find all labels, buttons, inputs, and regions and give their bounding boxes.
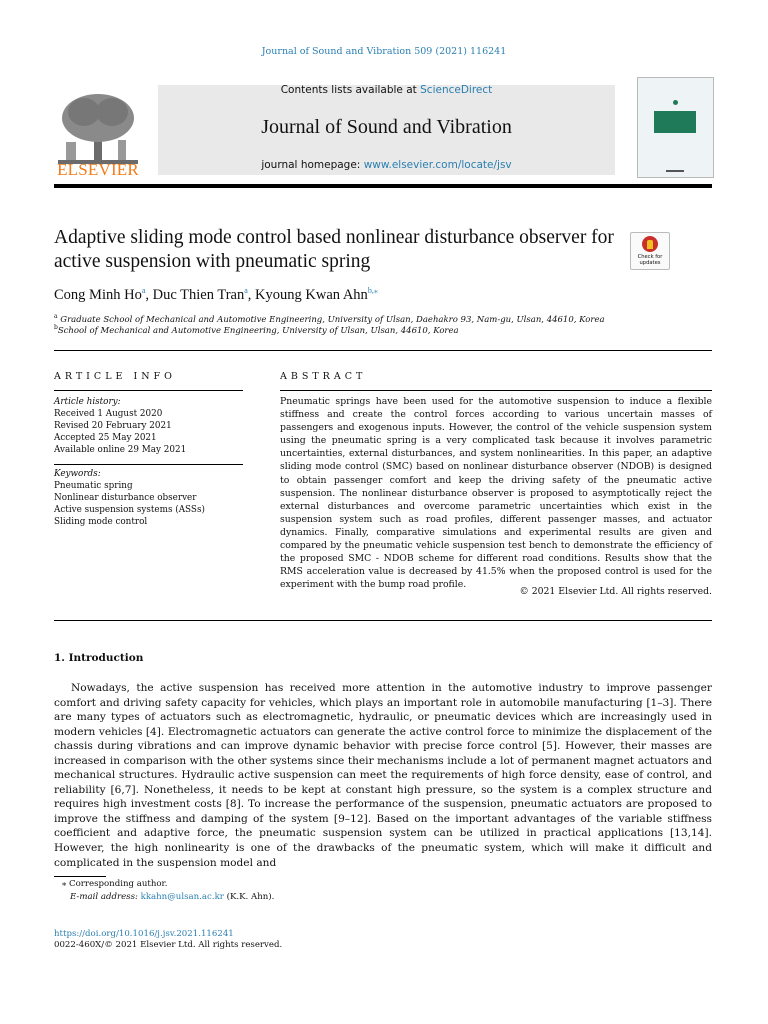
affiliation-text: Graduate School of Mechanical and Automotive Engineering, University of Ulsan, Daehakro 93, Nam-gu, Ulsan, 44610, Korea [60,314,605,325]
footnote-mark: ⁎ [62,879,67,889]
email-note [70,892,274,902]
issn-line: 0022-460X/© 2021 Elsevier Ltd. All rights reserved. [54,940,283,950]
contents-line [158,84,615,96]
author-name[interactable]: Duc Thien Tran [152,286,245,303]
journal-cover-thumbnail[interactable] [637,77,714,178]
affiliation-text: School of Mechanical and Automotive Engineering, University of Ulsan, Ulsan, 44610, Korea [57,325,459,336]
crossmark-icon [642,236,658,252]
contents-prefix: Contents lists available at [280,84,421,96]
doi-link[interactable]: https://doi.org/10.1016/j.jsv.2021.116241 [54,929,234,939]
sciencedirect-link[interactable]: ScienceDirect [420,84,493,96]
keyword: Active suspension systems (ASSs) [54,505,205,515]
introduction-paragraph: Nowadays, the active suspension has received more attention in the automotive industry to improve passenger comfort and driving safety capacity for vehicles, which plays an important role in automobile manufacturing [1–3]. There are many types of actuators such as electromagnetic, hydraulic, or pneumatic devices which are increasingly used in modern vehicles [4]. Electromagnetic actuators can generate the active control force to minimize the displacement of the chassis during vibrations and can improve dynamic behavior with precise force control [5]. However, their masses are increased in comparison with the other systems since their mechanisms include a lot of permanent magnet actuators and mechanical structures. Hydraulic active suspension can meet the requirements of high force density, ease of control, and reliability [6,7]. Nonetheless, it needs to be kept at constant high pressure, so the system is a complex structure and requires high investment costs [8]. To increase the performance of the suspension, pneumatic actuators are proposed to improve the stiffness and damping of the system [9–12]. Based on the important advantages of the variable stiffness coefficient and adaptive force, the pneumatic suspension system can be utilized in practical applications [13,14]. However, the high nonlinearity is one of the drawbacks of the pneumatic system, which will make it difficult and complicated in the suspension model and [54,682,712,869]
history-item: Revised 20 February 2021 [54,421,172,431]
cover-publisher-bar [666,170,684,172]
journal-homepage-link[interactable]: www.elsevier.com/locate/jsv [363,159,512,171]
section-rule [54,350,712,351]
affiliation-mark: b [54,324,58,331]
author-list: Cong Minh Ho$^a$, Duc Thien Tran$^a$, Kyoung Kwan Ahn$^{b,⁎}$ [54,286,378,303]
email-label: E-mail address: [70,892,138,902]
author-affiliation-mark[interactable]: a [141,286,146,295]
homepage-line [158,159,615,171]
cover-title-block [654,111,696,133]
history-item: Accepted 25 May 2021 [54,433,157,443]
affiliation [54,324,459,336]
author-name[interactable]: Cong Minh Ho [54,286,142,303]
abstract-text: Pneumatic springs have been used for the automotive suspension to induce a flexible stiffness and create the control forces according to various uncertain masses of passengers and exogenous inputs. However, the control of the vehicle suspension system using the pneumatic spring is a very complicated task because it involves parametric uncertainties, external disturbances, and system nonlinearities. In this paper, an adaptive sliding mode control (SMC) based on nonlinear disturbance observer (NDOB) is designed to obtain passenger comfort and keep the driving safety of the pneumatic active suspension. The nonlinear disturbance observer is proposed to asymptotically reject the external disturbances and overcome parametric uncertainties which exist in the suspension system such as road profiles, different passenger masses, and actuator dynamics. Finally, comparative simulations and experimental results are given and compared by the pneumatic vehicle suspension test bench to demonstrate the efficiency of the proposed SMC - NDOB scheme for different road conditions. Results show that the RMS acceleration value is decreased by 41.5% when the proposed control is used for the experiment with the bump road profile. [280,396,712,591]
journal-title: Journal of Sound and Vibration [261,116,512,138]
journal-citation-link[interactable]: Journal of Sound and Vibration 509 (2021) 116241 [261,46,507,57]
article-info-rule [54,464,243,465]
email-suffix: (K.K. Ahn). [226,892,275,902]
author-affiliation-mark[interactable]: b,⁎ [367,286,378,295]
keyword: Pneumatic spring [54,481,133,491]
keyword: Nonlinear disturbance observer [54,493,197,503]
crossmark-label [631,254,669,266]
introduction-heading: 1. Introduction [54,652,144,664]
abstract-copyright: © 2021 Elsevier Ltd. All rights reserved. [519,586,712,597]
article-info-heading: ARTICLE INFO [54,371,176,382]
footnote-text: Corresponding author. [69,879,168,889]
history-label: Article history: [54,397,121,407]
keywords-label: Keywords: [54,469,101,479]
article-history [54,396,186,456]
homepage-prefix: journal homepage: [261,159,364,171]
header-rule [54,184,712,188]
email-link[interactable]: kkahn@ulsan.ac.kr [140,892,224,902]
article-title: Adaptive sliding mode control based nonlinear disturbance observer for active suspension with pneumatic spring [54,227,614,272]
footnote-rule [54,876,106,877]
check-for-updates-badge[interactable] [630,232,670,270]
author-affiliation-mark[interactable]: a [244,286,248,295]
corresponding-author-note [62,879,167,889]
abstract-heading: ABSTRACT [280,371,367,382]
introduction-body [54,681,712,870]
abstract-rule [280,390,712,391]
history-item: Available online 29 May 2021 [54,445,187,455]
crossmark-line1: Check for [637,254,663,260]
section-rule [54,620,712,621]
affiliation-mark: a [54,313,58,320]
article-info-rule [54,390,243,391]
crossmark-line2: updates [639,260,661,266]
keyword: Sliding mode control [54,517,148,527]
author-name[interactable]: Kyoung Kwan Ahn [255,286,368,303]
keywords [54,468,205,528]
cover-emblem [673,100,678,105]
history-item: Received 1 August 2020 [54,409,163,419]
publisher-wordmark: ELSEVIER [57,160,139,179]
